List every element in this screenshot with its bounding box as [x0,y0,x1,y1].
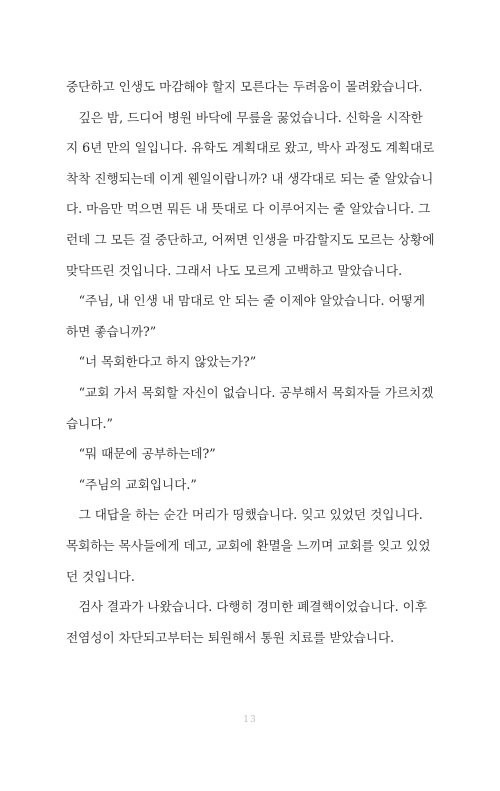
text-line: “주님의 교회입니다.” [66,476,197,492]
text-line: 검사 결과가 나왔습니다. 다행히 경미한 폐결핵이었습니다. 이후 [66,599,427,615]
text-line: 중단하고 인생도 마감해야 할지 모른다는 두려움이 몰려왔습니다. [66,79,423,94]
text-line: “너 목회한다고 하지 않았는가?” [66,354,257,370]
text-line: 그 대답을 하는 순간 머리가 띵했습니다. 잊고 있었던 것입니다. [66,507,423,523]
body-text [66,72,438,653]
text-line: 목회하는 목사들에게 데고, 교회에 환멸을 느끼며 교회를 잊고 있었 [66,537,431,553]
text-line: “주님, 내 인생 내 맘대로 안 되는 줄 이제야 알았습니다. 어떻게 [66,293,426,309]
text-line: 지 6년 만의 일입니다. 유학도 계획대로 왔고, 박사 과정도 계획대로 [66,140,435,156]
text-line: 던 것입니다. [66,568,135,584]
text-line: 다. 마음만 먹으면 뭐든 내 뜻대로 다 이루어지는 줄 알았습니다. 그 [66,201,431,217]
text-line: 런데 그 모든 걸 중단하고, 어쩌면 인생을 마감할지도 모르는 상황에 [66,231,435,247]
text-line: 전염성이 차단되고부터는 퇴원해서 통원 치료를 받았습니다. [66,629,395,645]
page-number: 13 [243,715,257,725]
text-line: 맞닥뜨린 것입니다. 그래서 나도 모르게 고백하고 말았습니다. [66,262,403,278]
text-line: 깊은 밤, 드디어 병원 바닥에 무릎을 꿇었습니다. 신학을 시작한 [66,109,423,125]
text-line: “교회 가서 목회할 자신이 없습니다. 공부해서 목회자들 가르치겠 [66,384,434,400]
text-line: 착착 진행되는데 이게 웬일이랍니까? 내 생각대로 되는 줄 알았습니 [66,170,434,186]
text-line: “뭐 때문에 공부하는데?” [66,446,216,462]
text-line: 하면 좋습니까?” [66,323,157,339]
text-line: 습니다.” [66,415,113,431]
